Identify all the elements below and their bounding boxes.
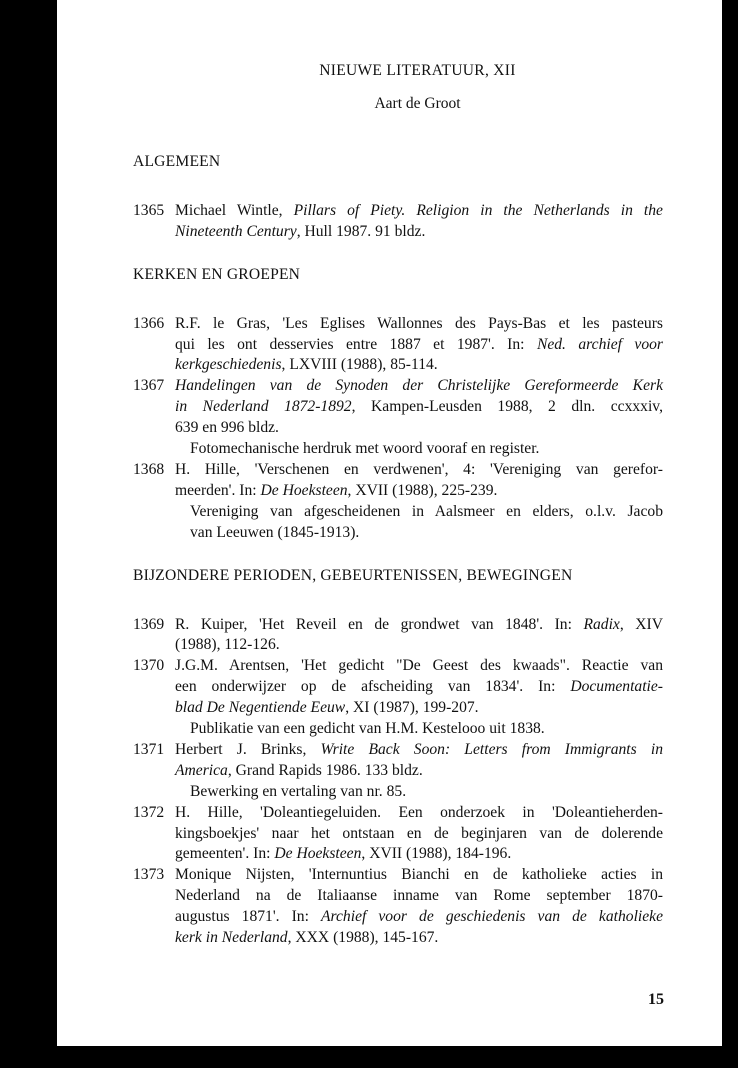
text-line — [175, 355, 663, 376]
entry-number: 1370 — [133, 657, 165, 675]
entry-annotation — [175, 782, 663, 803]
text-line — [175, 201, 663, 222]
entry-annotation — [175, 502, 663, 544]
spacer — [133, 300, 663, 314]
section-heading: ALGEMEEN — [133, 153, 221, 170]
text-line — [175, 698, 663, 719]
spacer — [133, 173, 663, 187]
text-line — [175, 481, 663, 502]
text-line — [175, 222, 663, 243]
entry-number: 1371 — [133, 740, 165, 758]
text-line — [190, 523, 663, 544]
italic-title: blad De Negentiende Eeuw — [175, 699, 346, 717]
italic-title: Archief voor de geschiedenis van de katholieke — [321, 908, 663, 926]
document-page — [57, 0, 722, 1046]
text-segment: gemeenten'. In: — [175, 845, 275, 863]
italic-title: Ned. archief voor — [536, 335, 663, 353]
text-segment: (1988), 112-126. — [175, 636, 280, 654]
text-segment: een onderwijzer op de afscheiding van 1834'. In: — [175, 678, 571, 696]
text-line — [175, 740, 663, 761]
text-line — [175, 397, 663, 418]
bibliography-entry — [133, 376, 663, 460]
text-line — [175, 677, 663, 698]
bibliography-entry — [133, 803, 663, 866]
page-title: NIEUWE LITERATUUR, XII — [319, 62, 516, 79]
text-line — [175, 824, 663, 845]
text-line — [175, 928, 663, 949]
text-segment: Herbert J. Brinks, — [175, 740, 321, 758]
bibliography-entry — [133, 460, 663, 544]
entry-annotation — [175, 719, 663, 740]
text-segment: Monique Nijsten, 'Internuntius Bianchi en de katholieke acties in — [175, 866, 663, 884]
text-segment: R. Kuiper, 'Het Reveil en de grondwet van 1848'. In: — [175, 615, 584, 633]
italic-title: kerkgeschiedenis — [175, 356, 282, 374]
italic-title: Handelingen van de Synoden der Christelijke Gereformeerde Kerk — [175, 377, 663, 395]
text-segment: qui les ont desservies entre 1887 et 1987'. In: — [175, 335, 537, 353]
bibliography-content — [133, 152, 663, 949]
spacer — [133, 601, 663, 615]
text-segment: R.F. le Gras, 'Les Eglises Wallonnes des Pays-Bas et les pasteurs — [175, 314, 663, 332]
text-line — [175, 656, 663, 677]
text-line — [175, 615, 663, 636]
text-line — [175, 460, 663, 481]
text-segment: , XXX (1988), 145-167. — [287, 929, 439, 947]
entry-number: 1367 — [133, 377, 165, 395]
entry-annotation — [175, 439, 663, 460]
spacer — [133, 187, 663, 201]
text-segment: , XVII (1988), 225-239. — [347, 481, 498, 499]
text-segment: , XIV — [619, 615, 663, 633]
italic-title: De Hoeksteen — [274, 845, 362, 863]
italic-title: Nineteenth Century — [175, 222, 297, 240]
text-segment: , XVII (1988), 184-196. — [361, 845, 512, 863]
text-line — [175, 376, 663, 397]
entry-number: 1368 — [133, 460, 165, 478]
italic-title: kerk in Nederland — [175, 929, 288, 947]
spacer — [133, 544, 663, 566]
italic-title: Radix — [583, 615, 620, 633]
bibliography-entry — [133, 865, 663, 949]
author-name: Aart de Groot — [374, 95, 461, 112]
bibliography-entry — [133, 656, 663, 740]
page-number: 15 — [648, 991, 664, 1008]
text-line — [190, 719, 663, 740]
italic-title: Documentatie- — [570, 678, 663, 696]
entry-number: 1366 — [133, 314, 165, 332]
text-segment: Fotomechanische herdruk met woord vooraf en register. — [190, 440, 540, 458]
text-line — [175, 886, 663, 907]
spacer — [133, 243, 663, 265]
text-line — [175, 335, 663, 356]
text-line — [175, 418, 663, 439]
entry-number: 1369 — [133, 615, 165, 633]
text-segment: H. Hille, 'Verschenen en verdwenen', 4: 'Vereniging van gerefor- — [175, 460, 663, 478]
text-segment: , Hull 1987. 91 bldz. — [296, 222, 426, 240]
bibliography-entry — [133, 740, 663, 803]
italic-title: in Nederland 1872-1892 — [175, 398, 352, 416]
text-line — [175, 803, 663, 824]
italic-title: Write Back Soon: Letters from Immigrants in — [320, 740, 663, 758]
bibliography-entry — [133, 201, 663, 243]
text-segment: , Kampen-Leusden 1988, 2 dln. ccxxxiv, — [351, 398, 663, 416]
spacer — [133, 587, 663, 601]
text-segment: H. Hille, 'Doleantiegeluiden. Een onderzoek in 'Doleantieherden- — [175, 803, 663, 821]
text-line — [175, 844, 663, 865]
text-segment: Michael Wintle, — [175, 201, 294, 219]
text-segment: , Grand Rapids 1986. 133 bldz. — [227, 761, 423, 779]
text-segment: Bewerking en vertaling van nr. 85. — [190, 782, 407, 800]
text-segment: van Leeuwen (1845-1913). — [190, 523, 360, 541]
text-segment: Publikatie van een gedicht van H.M. Kestelooo uit 1838. — [190, 720, 545, 738]
text-line — [175, 635, 663, 656]
text-line — [175, 761, 663, 782]
text-line — [190, 502, 663, 523]
text-segment: 639 en 996 bldz. — [175, 419, 279, 437]
text-segment: augustus 1871'. In: — [175, 908, 321, 926]
text-line — [175, 865, 663, 886]
bibliography-entry — [133, 314, 663, 377]
text-segment: Nederland na de Italiaanse inname van Rome september 1870- — [175, 887, 663, 905]
text-segment: J.G.M. Arentsen, 'Het gedicht "De Geest des kwaads". Reactie van — [175, 657, 663, 675]
italic-title: De Hoeksteen — [260, 481, 348, 499]
spacer — [133, 286, 663, 300]
text-segment: kingsboekjes' naar het ontstaan en de beginjaren van de dolerende — [175, 824, 663, 842]
section-heading: BIJZONDERE PERIODEN, GEBEURTENISSEN, BEWEGINGEN — [133, 566, 573, 584]
italic-title: Pillars of Piety. Religion in the Netherlands in the — [293, 201, 663, 219]
entry-number: 1365 — [133, 201, 165, 219]
entry-number: 1373 — [133, 866, 165, 884]
text-line — [190, 782, 663, 803]
text-line — [190, 439, 663, 460]
text-segment: , LXVIII (1988), 85-114. — [281, 356, 438, 374]
section-heading: KERKEN EN GROEPEN — [133, 265, 301, 283]
text-segment: Vereniging van afgescheidenen in Aalsmeer en elders, o.l.v. Jacob — [190, 502, 663, 520]
italic-title: America — [175, 761, 228, 779]
entry-number: 1372 — [133, 803, 165, 821]
text-segment: , XI (1987), 199-207. — [345, 699, 479, 717]
bibliography-entry — [133, 615, 663, 657]
text-segment: meerden'. In: — [175, 481, 261, 499]
text-line — [175, 314, 663, 335]
text-line — [175, 907, 663, 928]
